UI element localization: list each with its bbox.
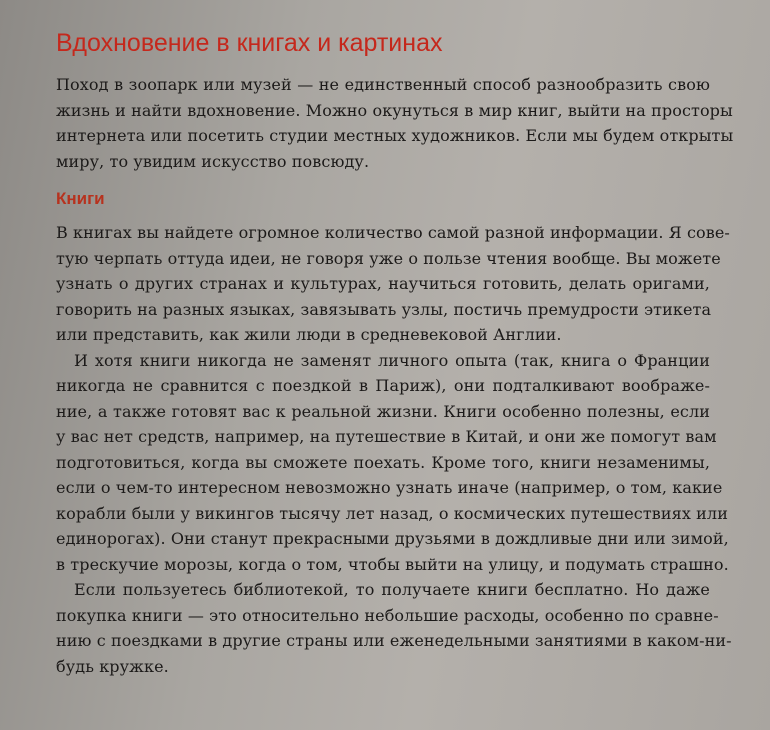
text-line: тую черпать оттуда идеи, не говоря уже о пользе чтения вообще. Вы можете: [56, 248, 721, 268]
text-line: узнать о других странах и культурах, научиться готовить, делать оригами,: [56, 274, 710, 293]
text-line: никогда не сравнится с поездкой в Париж), они подталкивают воображе-: [56, 376, 710, 395]
text-line: интернета или посетить студии местных художников. Если мы будем открыты: [56, 126, 734, 145]
text-line: будь кружке.: [56, 656, 169, 676]
text-line: корабли были у викингов тысячу лет назад, о космических путешествиях или: [56, 503, 728, 523]
text-line: в трескучие морозы, когда о том, чтобы выйти на улицу, и подумать страшно.: [56, 554, 729, 574]
text-line: ние, а также готовят вас к реальной жизни. Книги особенно полезны, если: [56, 401, 710, 421]
text-line: И хотя книги никогда не заменят личного опыта (так, книга о Франции: [74, 350, 710, 370]
subsection-title: Книги: [56, 189, 105, 208]
intro-paragraph: [56, 72, 734, 174]
paragraph-3: [56, 577, 732, 679]
section-title: Вдохновение в книгах и картинах: [56, 29, 443, 57]
paragraph-2: [56, 348, 729, 578]
text-line: если о чем-то интересном невозможно узнать иначе (например, о том, какие: [56, 478, 723, 497]
text-line: у вас нет средств, например, на путешествие в Китай, и они же помогут вам: [56, 427, 717, 446]
text-line: Если пользуетесь библиотекой, то получаете книги бесплатно. Но даже: [74, 580, 710, 599]
text-line: Поход в зоопарк или музей — не единственный способ разнообразить свою: [56, 75, 710, 94]
text-line: или представить, как жили люди в средневековой Англии.: [56, 325, 562, 344]
paragraph-1: [56, 220, 730, 348]
text-line: жизнь и найти вдохновение. Можно окунуться в мир книг, выйти на просторы: [56, 100, 733, 120]
text-line: подготовиться, когда вы сможете поехать. Кроме того, книги незаменимы,: [56, 452, 710, 472]
text-line: единорогах). Они станут прекрасными друзьями в дождливые дни или зимой,: [56, 529, 729, 548]
text-line: нию с поездками в другие страны или еженедельными занятиями в каком-ни-: [56, 631, 732, 650]
text-line: говорить на разных языках, завязывать узлы, постичь премудрости этикета: [56, 299, 712, 319]
text-line: миру, то увидим искусство повсюду.: [56, 151, 370, 171]
text-line: покупка книги — это относительно небольшие расходы, особенно по сравне-: [56, 605, 719, 625]
text-line: В книгах вы найдете огромное количество самой разной информации. Я сове-: [56, 223, 730, 242]
